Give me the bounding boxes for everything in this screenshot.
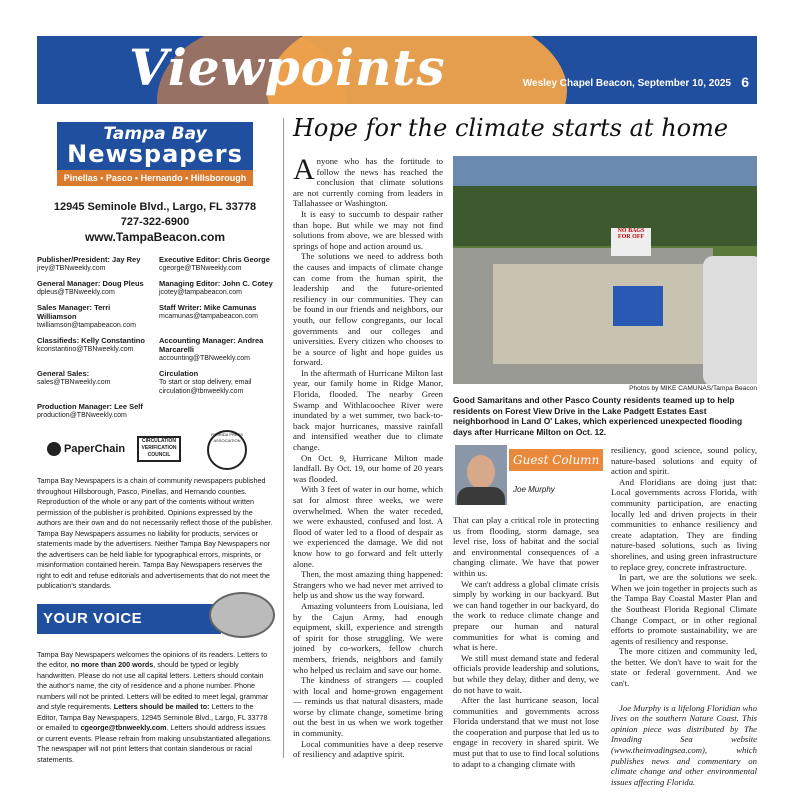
word-limit: no more than 200 words	[70, 660, 154, 669]
speech-bubble-icon	[209, 592, 275, 638]
staff-email[interactable]: To start or stop delivery, email circulation@tbnweekly.com	[159, 379, 252, 395]
column-divider	[283, 118, 284, 758]
photo-blue-crate	[613, 286, 663, 326]
paragraph: We still must demand state and federal officials provide leadership and solutions, but while they delay, dither and deny, we do not have to wait.	[453, 652, 599, 695]
paragraph: resiliency, good science, sound policy, nature-based solutions and equity of action and spirit.	[611, 445, 757, 477]
paragraph-text: nyone who has the fortitude to follow the news has reached the conclusion that climate solutions are not currently coming from leaders in Tallahassee or Washington.	[293, 156, 443, 209]
author-name: Joe Murphy	[513, 485, 555, 494]
paragraph: In the aftermath of Hurricane Milton last year, our family home in Ridge Manor, Florida, flooded. The nearby Green Swamp and Withlacoochee River were inundated by a wet summer, two back-to-back major hurricanes, massive rainfall and intensified weather due to climate change.	[293, 367, 443, 453]
staff-role: Production Manager: Lee Self	[37, 402, 143, 411]
staff-directory	[37, 255, 273, 426]
staff-email[interactable]: accounting@TBNweekly.com	[159, 355, 251, 362]
paragraph: That can play a critical role in protecting us from flooding, storm damage, sea level rise, loss of habitat and the social and environmental consequences of a changing climate. We have that power within us.	[453, 515, 599, 578]
affiliation-badges	[37, 430, 273, 474]
your-voice-title: YOUR VOICE	[37, 604, 221, 634]
paragraph: Local communities have a deep reserve of resiliency and adaptive spirit.	[293, 738, 443, 760]
paragraph: It is easy to succumb to despair rather than hope. But while we may not find solutions from above, we are blessed with springs of hope and action around us.	[293, 208, 443, 251]
staff-role: Managing Editor: John C. Cotey	[159, 279, 273, 288]
staff-email[interactable]: kconstantino@TBNweekly.com	[37, 346, 134, 353]
paragraph: On Oct. 9, Hurricane Milton made landfall. By Oct. 19, our home of 20 years was flooded.	[293, 452, 443, 484]
paperchain-logo	[47, 442, 125, 456]
article-headline: Hope for the climate starts at home	[293, 114, 729, 142]
author-bio: Joe Murphy is a lifelong Floridian who lives on the southern Nature Coast. This opinion piece was distributed by The Invading Sea website (www.theinvadingsea.com), which publishes news and commentary on climate change and other environmental issues affecting Florida.	[611, 702, 757, 787]
logo-top-text: Tampa Bay	[103, 124, 207, 144]
staff-entry	[159, 279, 273, 297]
photo-trees	[453, 186, 757, 246]
press-association-seal: FLORIDA PRESS ASSOCIATION	[207, 430, 247, 470]
paragraph: Then, the most amazing thing happened: Strangers who we had never met arrived to help us and show us the way forward.	[293, 569, 443, 601]
staff-email[interactable]: mcamunas@tampabeacon.com	[159, 313, 258, 320]
paragraph: The more citizen and community led, the better. We don't have to wait for the state or federal government. And we can't.	[611, 646, 757, 689]
paperchain-icon	[47, 442, 61, 456]
circulation-council-logo: CIRCULATION VERIFICATION COUNCIL	[137, 436, 181, 462]
staff-email[interactable]: jrey@TBNweekly.com	[37, 265, 106, 272]
paragraph: The solutions we need to address both the causes and impacts of climate change can come from the human spirit, the leadership and the future-oriented resiliency in our communities. They can be found in our friends and neighbors, our youth, our fellow congregants, our local governments and our colleges and universities. Every citizen who chooses to be a source of light and hope guides us forward.	[293, 251, 443, 368]
author-headshot	[455, 445, 507, 505]
editor-email-link[interactable]: cgeorge@tbnweekly.com	[80, 723, 167, 732]
author-body	[457, 487, 505, 505]
staff-entry	[37, 303, 151, 330]
staff-role: Sales Manager: Terri Williamson	[37, 303, 111, 321]
staff-entry	[159, 255, 273, 273]
staff-email[interactable]: production@TBNweekly.com	[37, 412, 127, 419]
staff-role: Classifieds: Kelly Constantino	[37, 336, 145, 345]
staff-role: General Manager: Doug Pleus	[37, 279, 144, 288]
staff-role: General Sales:	[37, 369, 90, 378]
contact-block	[37, 200, 273, 245]
logo-main-text: Newspapers	[67, 140, 243, 168]
paragraph: We can't address a global climate crisis simply by working in our backyard. But we can hand together in our backyard, do the work to reduce climate change and prepare our human and natural communities for what is coming and what is here.	[453, 578, 599, 653]
article-column-1	[293, 153, 443, 760]
photo-sandbags	[493, 264, 713, 364]
section-title: Viewpoints	[129, 38, 446, 97]
guest-column-tag	[455, 445, 599, 505]
policy-text: Letters to the Editor, Tampa Bay Newspapers, 12945 Seminole Blvd., Largo, FL 33778 or emailed to	[37, 702, 268, 732]
photo-sign: NO BAGS FOR OFF	[611, 228, 651, 256]
staff-entry	[159, 303, 273, 330]
staff-email[interactable]: sales@TBNweekly.com	[37, 379, 111, 386]
staff-role: Circulation	[159, 369, 199, 378]
staff-role: Executive Editor: Chris George	[159, 255, 270, 264]
paragraph: After the last hurricane season, local communities and governments across Florida understand that we must not lose the cooperation and purpose that led us to engage in recovery in shared spirit. We must put that to use to find local solutions to adapt to a changing climate with	[453, 695, 599, 769]
flood-relief-photo	[453, 156, 757, 384]
letters-policy	[37, 650, 273, 766]
article-column-2	[453, 515, 599, 769]
staff-email[interactable]: cgeorge@TBNweekly.com	[159, 265, 242, 272]
section-banner	[37, 36, 757, 104]
publisher-disclaimer: Tampa Bay Newspapers is a chain of community newspapers published throughout Hillsborough, Pasco, Pinellas, and Hernando counties. Reproduction of the whole or any part of the contents without written permission of the publisher is prohibited. Opinions expressed by the authors are their own and do not necessarily reflect those of the publisher. Tampa Bay Newspapers assumes no liability for products, services or statements made by the advertisers. Neither Tampa Bay Newspapers nor the advertisers can be held liable for typographical errors, misprints, or misinformation contained herein. Tampa Bay Newspapers reserves the right to edit and refuse editorials and advertisements that do not meet the publication's standards.	[37, 476, 273, 590]
paragraph: In part, we are the solutions we seek. When we join together in projects such as the Tampa Bay Coastal Master Plan and the Southeast Florida Regional Climate Change Compact, or in other regional efforts to promote sustainability, we are agents of resiliency and response.	[611, 572, 757, 646]
policy-text: . Letters should address issues or current events. Please refrain from making unsubstantiated allegations. The newspaper will not print letters that contain slanderous or racial statements.	[37, 723, 272, 764]
tampa-bay-newspapers-logo	[57, 122, 253, 186]
logo-counties-bar: Pinellas • Pasco • Hernando • Hillsborough	[57, 170, 253, 186]
staff-email[interactable]: twilliamson@tampabeacon.com	[37, 322, 136, 329]
staff-entry	[37, 369, 151, 396]
staff-entry	[37, 402, 151, 420]
your-voice-header	[37, 604, 273, 634]
staff-entry	[37, 336, 151, 363]
photo-credit: Photos by MIKE CAMUNAS/Tampa Beacon	[629, 385, 757, 392]
staff-role: Accounting Manager: Andrea Marcarelli	[159, 336, 264, 354]
staff-email[interactable]: jcotey@tampabeacon.com	[159, 289, 242, 296]
paragraph: Amazing volunteers from Louisiana, led by the Cajun Army, had enough equipment, skill, experience and strength of spirit for those struggling. We were joined by co-workers, fellow church members, friends, neighbors and family who helped us reclaim and save our home.	[293, 600, 443, 675]
guest-column-label: Guest Column	[509, 449, 603, 471]
staff-email[interactable]: dpleus@TBNweekly.com	[37, 289, 115, 296]
address: 12945 Seminole Blvd., Largo, FL 33778	[53, 201, 257, 213]
paragraph: With 3 feet of water in our home, which sat for almost three weeks, we were overwhelmed. When the water receded, we were exhausted, confused and lost. A flood of water led to a flood of despair as we experienced the damage. We did not know how to go forward and felt utterly alone.	[293, 484, 443, 569]
photo-caption: Good Samaritans and other Pasco County residents teamed up to help residents on Forest View Drive in the Lake Padgett Estates East neighborhood in Land O' Lakes, which experienced unexpected flooding days after Hurricane Milton on Oct. 12.	[453, 395, 743, 437]
policy-text: , should be typed or legibly handwritten. Please do not use all capital letters. Letters should contain the author's name, the city of residence and a phone number. Phone numbers will not be printed. Letters will be edited to meet legal, grammar and style requirements.	[37, 660, 269, 711]
phone: 727-322-6900	[120, 216, 190, 228]
mail-heading: Letters should be mailed to:	[113, 702, 210, 711]
paperchain-label: PaperChain	[64, 442, 126, 455]
page-number: 6	[741, 74, 749, 90]
staff-role: Publisher/President: Jay Rey	[37, 255, 141, 264]
website-link[interactable]: www.TampaBeacon.com	[84, 230, 226, 244]
masthead-column	[37, 122, 273, 765]
author-face	[467, 455, 495, 489]
staff-entry	[37, 279, 151, 297]
paragraph: The kindness of strangers — coupled with local and home-grown engagement — reminds us that natural disasters, made worse by climate change, sometime bring out the best in us when we work together in community.	[293, 675, 443, 739]
policy-text: Tampa Bay Newspapers welcomes the opinions of its readers. Letters to the editor,	[37, 649, 268, 669]
paragraph: And Floridians are doing just that: Local governments across Florida, with community participation, are enacting locally led and driven projects in their communities to enhance resiliency and create adaptation. They are finding nature-based solutions, such as living shorelines, and using green infrastructure to replace grey, concrete infrastructure.	[611, 476, 757, 572]
drop-cap: A	[293, 153, 315, 186]
article-column-3	[611, 445, 757, 787]
publication-dateline: Wesley Chapel Beacon, September 10, 2025	[522, 78, 731, 89]
paragraph	[293, 153, 443, 209]
staff-role: Staff Writer: Mike Camunas	[159, 303, 257, 312]
photo-truck-cab	[703, 256, 757, 384]
staff-entry	[37, 255, 151, 273]
staff-entry	[159, 336, 273, 363]
staff-entry	[159, 369, 273, 396]
